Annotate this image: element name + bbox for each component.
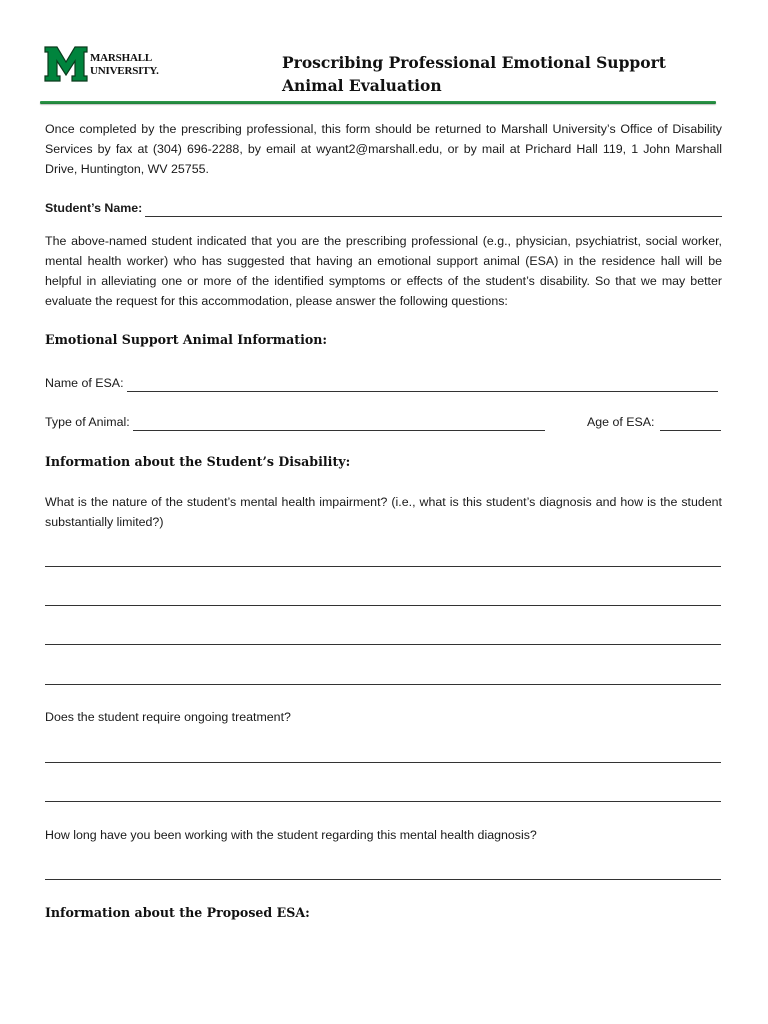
marshall-m-logo-icon	[44, 46, 88, 82]
question-treatment: Does the student require ongoing treatment?	[45, 710, 291, 724]
esa-age-blank[interactable]	[660, 417, 721, 431]
answer-line-impairment-3[interactable]	[45, 644, 721, 645]
logo-line-2: UNIVERSITY.	[90, 65, 159, 77]
answer-line-treatment-1[interactable]	[45, 762, 721, 763]
esa-name-blank[interactable]	[127, 378, 718, 392]
answer-line-treatment-2[interactable]	[45, 801, 721, 802]
student-name-label: Student’s Name:	[45, 201, 143, 215]
intro-paragraph: Once completed by the prescribing professional, this form should be returned to Marshall University’s Office of Disability Services by fax at (304) 696-2288, by email at wyant2@marshall.edu, or by mail at Prichard Hall 119, 1 John Marshall Drive, Huntington, WV 25755.	[45, 122, 722, 176]
esa-age-label: Age of ESA:	[587, 415, 655, 429]
answer-line-impairment-1[interactable]	[45, 566, 721, 567]
animal-type-label: Type of Animal:	[45, 415, 130, 429]
proposed-esa-heading: Information about the Proposed ESA:	[45, 905, 310, 920]
header-divider	[40, 101, 716, 104]
question-duration: How long have you been working with the student regarding this mental health diagnosis?	[45, 828, 537, 842]
logo-line-1: MARSHALL	[90, 52, 152, 64]
disability-info-heading: Information about the Student’s Disability:	[45, 454, 351, 469]
esa-info-heading: Emotional Support Animal Information:	[45, 332, 328, 347]
question-impairment: What is the nature of the student’s mental health impairment? (i.e., what is this student’s diagnosis and how is the student substantially limited?)	[45, 495, 722, 529]
form-title: Proscribing Professional Emotional Support Animal Evaluation	[282, 53, 666, 95]
student-name-field[interactable]	[45, 199, 722, 217]
answer-line-impairment-4[interactable]	[45, 684, 721, 685]
explanation-paragraph: The above-named student indicated that you are the prescribing professional (e.g., physician, psychiatrist, social worker, mental health worker) who has suggested that having an emotional support animal (ESA) in the residence hall will be helpful in alleviating one or more of the identified symptoms or effects of the student’s disability. So that we may better evaluate the request for this accommodation, please answer the following questions:	[45, 234, 722, 308]
animal-type-field[interactable]	[45, 413, 545, 431]
esa-age-field[interactable]	[587, 413, 721, 431]
answer-line-duration-1[interactable]	[45, 879, 721, 880]
student-name-blank[interactable]	[145, 203, 722, 217]
esa-name-label: Name of ESA:	[45, 376, 124, 390]
answer-line-impairment-2[interactable]	[45, 605, 721, 606]
animal-type-blank[interactable]	[133, 417, 545, 431]
marshall-logo	[44, 46, 174, 84]
logo-wordmark	[90, 52, 159, 78]
esa-name-field[interactable]	[45, 374, 718, 392]
